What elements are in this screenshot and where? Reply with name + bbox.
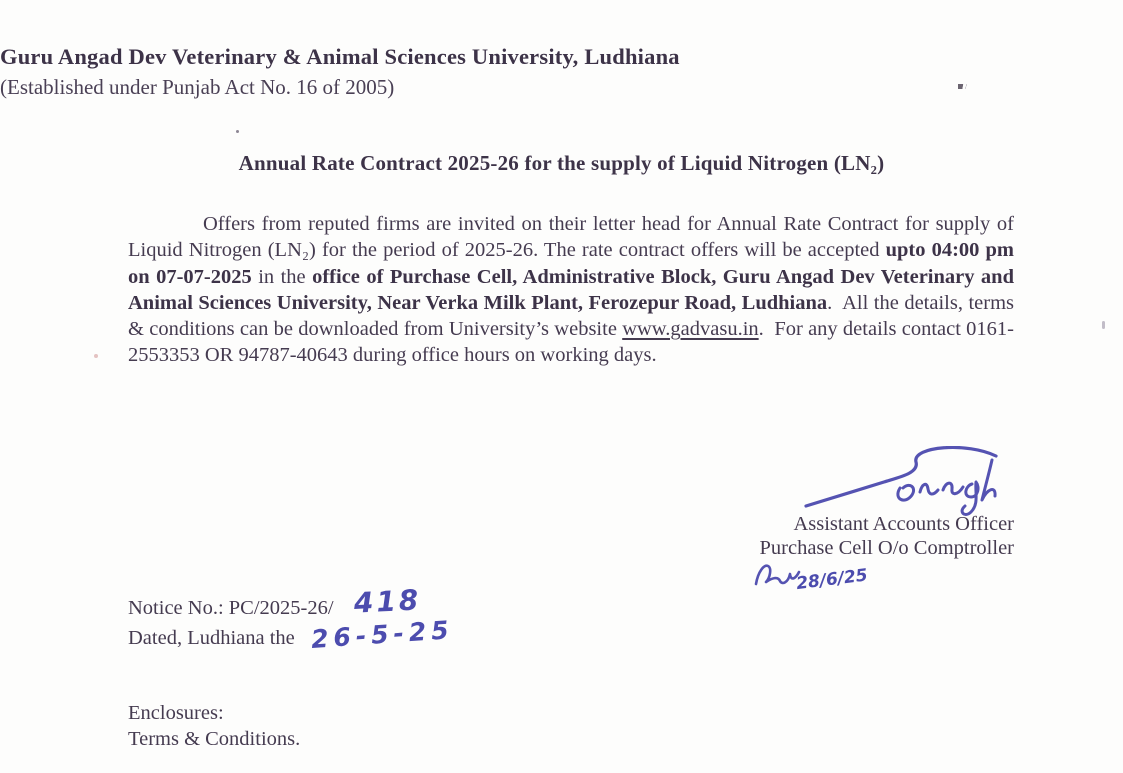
university-name: Guru Angad Dev Veterinary & Animal Sciences University, Ludhiana (0, 44, 680, 69)
body-text-run: . All the details, terms & conditions can be downloaded from University’s website (128, 291, 1015, 341)
scan-artifact (236, 130, 239, 133)
scan-artifact (958, 84, 974, 89)
notice-number-handwritten: 418 (352, 583, 422, 620)
signatory-office: Purchase Cell O/o Comptroller (759, 537, 1014, 559)
body-text-run: Offers from reputed firms are invited on their letter head for Annual Rate Contract for supply of Liquid Nitrogen (LN₂) for the period of 2025-26. The rate contract offers will be accepted (128, 213, 1014, 262)
enclosures-label: Enclosures: (128, 702, 224, 724)
dated-label: Dated, Ludhiana the (128, 627, 295, 649)
notice-number-label: Notice No.: PC/2025-26/ (128, 597, 334, 619)
website-url[interactable]: www.gadvasu.in (622, 318, 759, 341)
body-paragraph (128, 211, 1014, 369)
signature-scribble-icon (800, 446, 1018, 520)
dated-handwritten: 26-5-25 (309, 615, 455, 654)
body-text-run: . For any details contact 0161-2553353 OR 94787-40643 during office hours on working days. (128, 318, 1014, 367)
signatory-designation: Assistant Accounts Officer (793, 513, 1014, 535)
established-line: (Established under Punjab Act No. 16 of 2005) (0, 75, 395, 99)
enclosures-item: Terms & Conditions. (128, 728, 301, 750)
handwritten-initial-date (748, 554, 908, 596)
body-text-run: in the (251, 265, 313, 288)
notice-title: Annual Rate Contract 2025-26 for the supply of Liquid Nitrogen (LN₂) (238, 151, 885, 175)
dated-line (128, 615, 455, 654)
scan-artifact (1102, 321, 1105, 329)
enclosures-block (128, 700, 300, 752)
body-text-run: office of Purchase Cell, Administrative Block, Guru Angad Dev Veterinary and Animal Sciences University, Near Verka Milk Plant, Ferozepur Road, Ludhiana (128, 265, 1014, 314)
body-text-run: upto 04:00 pm on 07-07-2025 (128, 239, 1014, 288)
letterhead (0, 44, 1123, 100)
scan-artifact (94, 354, 98, 358)
reference-block (128, 583, 455, 654)
signatory-block (690, 512, 1014, 560)
scribble-date-text: 28/6/25 (795, 565, 869, 595)
